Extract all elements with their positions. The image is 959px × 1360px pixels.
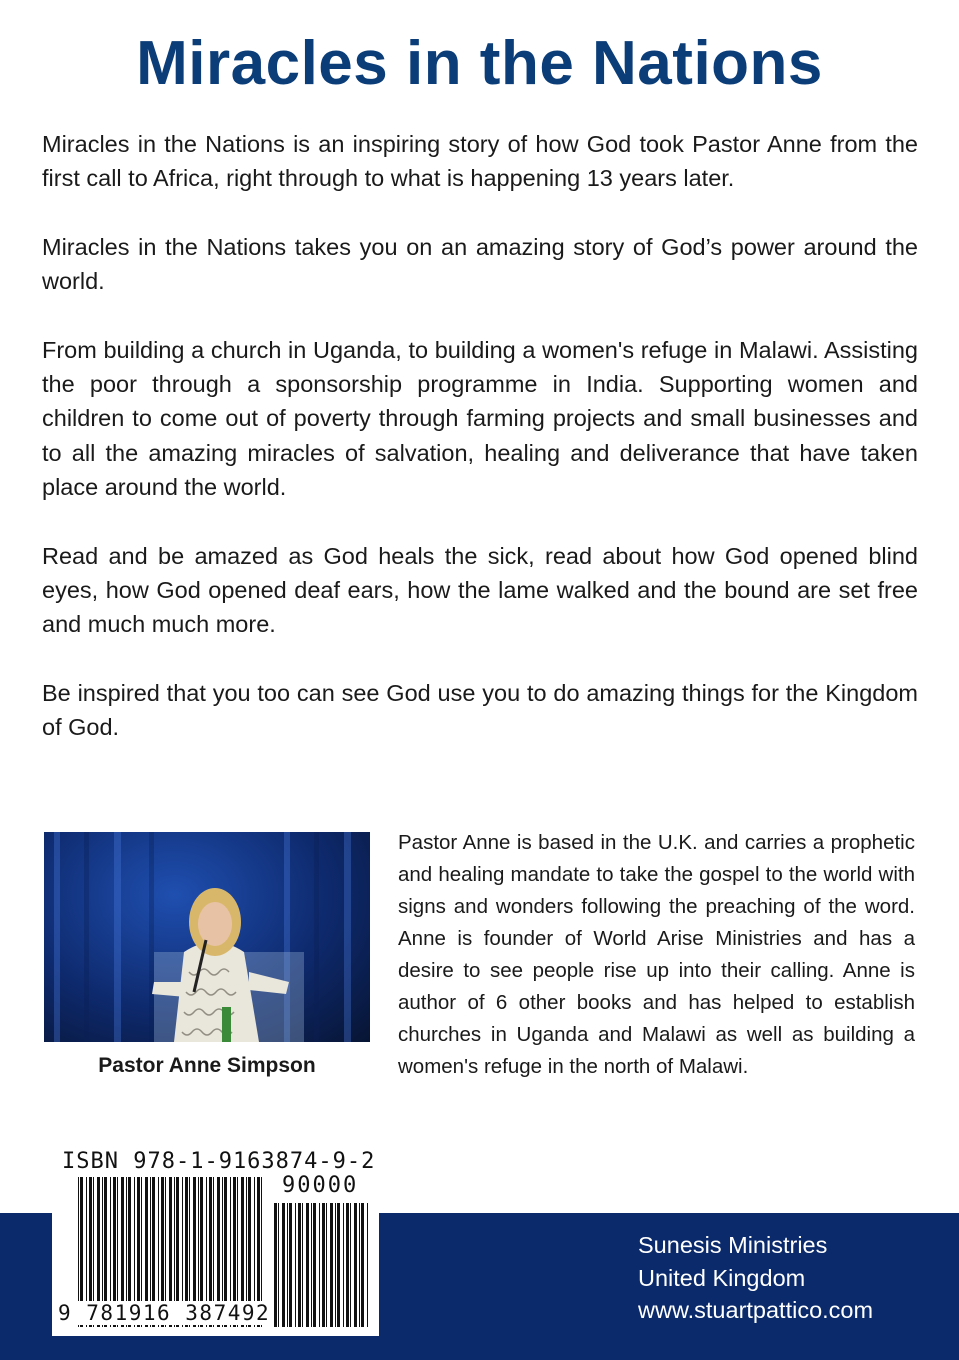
barcode-bar [335, 1203, 336, 1327]
blurb-paragraph: From building a church in Uganda, to building a women's refuge in Malawi. Assisting the poor through a sponsorship programme in India. Supporting women and children to come out of poverty through farming projects and small businesses and to all the amazing miracles of salvation, healing and deliverance that have taken place around the world. [42, 336, 918, 500]
author-bio: Pastor Anne is based in the U.K. and carries a prophetic and healing mandate to take the gospel to the world with signs and wonders following the preaching of the word. Anne is founder of World Arise Ministries and has a desire to see people rise up into their calling. Anne is author of 6 other books and has helped to establish churches in Uganda and Malawi as well as building a women's refuge in the north of Malawi. [398, 831, 915, 1078]
book-title: Miracles in the Nations [136, 29, 823, 98]
barcode-bar [298, 1203, 301, 1327]
barcode-bar [311, 1203, 312, 1327]
author-photo [44, 832, 370, 1042]
isbn-number: ISBN 978-1-9163874-9-2 [62, 1149, 376, 1174]
barcode-bar [282, 1203, 285, 1327]
author-photo-caption: Pastor Anne Simpson [98, 1054, 316, 1077]
barcode-bar [322, 1203, 325, 1327]
blurb [42, 127, 918, 779]
publisher-name: Sunesis Ministries [638, 1232, 828, 1258]
barcode-bar [289, 1203, 292, 1327]
barcode-bar [306, 1203, 309, 1327]
author-photo-illustration [44, 832, 370, 1042]
barcode-bar [313, 1203, 316, 1327]
publisher-country: United Kingdom [638, 1264, 806, 1291]
barcode-bar [343, 1203, 344, 1327]
barcode-bar [359, 1203, 360, 1327]
barcode-bar [295, 1203, 296, 1327]
barcode-bar [361, 1203, 364, 1327]
barcode-bar [326, 1203, 327, 1327]
isbn-barcode [52, 1145, 379, 1336]
blurb-paragraph: Read and be amazed as God heals the sick, read about how God opened blind eyes, how God opened deaf ears, how the lame walked and the bound are set free and much much more. [42, 542, 918, 638]
publisher-info [638, 1229, 873, 1327]
blurb-paragraph: Miracles in the Nations is an inspiring story of how God took Pastor Anne from the first call to Africa, right through to what is happening 13 years later. [42, 131, 918, 192]
blurb-paragraph: Miracles in the Nations takes you on an amazing story of God’s power around the world. [42, 233, 918, 295]
barcode-bar [302, 1203, 303, 1327]
barcode-bar [354, 1203, 357, 1327]
publisher-website: www.stuartpattico.com [638, 1297, 874, 1323]
barcode-bar [319, 1203, 320, 1327]
barcode-bar [346, 1203, 349, 1327]
barcode-bar [367, 1203, 368, 1327]
blurb-paragraph: Be inspired that you too can see God use you to do amazing things for the Kingdom of God. [42, 679, 918, 741]
price-code: 90000 [282, 1173, 359, 1198]
barcode-bar [278, 1203, 279, 1327]
ean-number: 9 781916 387492 [58, 1301, 271, 1325]
barcode-bar [337, 1203, 340, 1327]
barcode-bar [330, 1203, 333, 1327]
barcode-bar [274, 1203, 277, 1327]
barcode-bar [287, 1203, 288, 1327]
barcode-bar [350, 1203, 351, 1327]
